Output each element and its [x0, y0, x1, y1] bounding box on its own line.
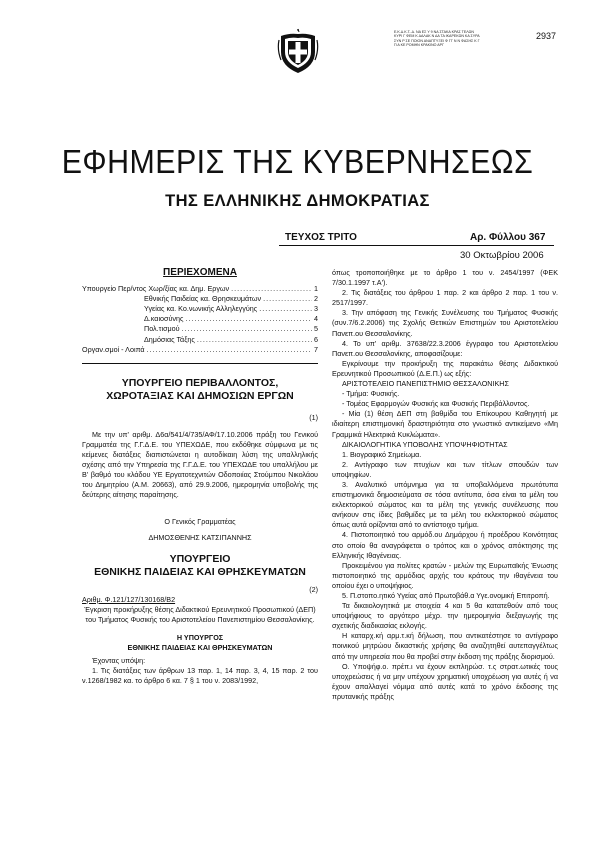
university-name: ΑΡΙΣΤΟΤΕΛΕΙΟ ΠΑΝΕΠΙΣΤΗΜΙΟ ΘΕΣΣΑΛΟΝΙΚΗΣ [342, 379, 509, 389]
greek-coat-of-arms-icon [277, 28, 319, 74]
paragraph: Η καταρχ.κή αρμ.τ.κή δήλωση, που αντικατέστησε το αντίγραφο ποινικού μητρώου δικαστικής χρήσης θα αναζητηθεί αυτεπαγγέλτως από την υπηρεσία που θα προβεί στην έκδοση της πράξης διορισμού. [332, 631, 558, 661]
toc-item[interactable]: Οργαν.σμοί - Λοιπά ..... 7 [82, 345, 318, 355]
page-number: 2937 [536, 31, 557, 41]
position-description: - Μία (1) θέση ΔΕΠ στη βαθμίδα του Επίκουρου Καθηγητή με ιδιαίτερη επιστημονική δραστηριότητα στο γνωστικό αντικείμενο «Μη Γραμμικά Ηλεκτρικά Κυκλώματα». [332, 409, 558, 439]
issue-divider [279, 245, 554, 246]
document-item: 1. Βιογραφικό Σημείωμα. [342, 449, 422, 459]
toc-item[interactable]: Δημόσιας Τάξης ..... 6 [82, 335, 318, 345]
toc-list [82, 284, 318, 355]
decision-text: Με την υπ' αριθμ. Δ6α/541/4/735/ΑΦ/17.10.2006 πράξη του Γενικού Γραμματέα της Γ.Γ.Δ.Ε. του ΥΠΕΧΩΔΕ, που εκδόθηκε σύμφωνα με τις κείμενες διατάξεις διαπιστώνεται η αυτοδίκαιη λύση της υπαλληλικής σχέσης από την Υπηρεσία της Γ.Γ.Δ.Ε. του ΥΠΕΧΩΔΕ του υπαλλήλου με Β' βαθμό του κλάδου ΥΕ Εργατοτεχνιτών Οδοποιίας Στούμπου Νικολάου του Δημητρίου (Α.Μ. 20663), από 29.9.2006, ημερομηνία υποβολής της δεύτερης αίτησης παραίτησης. [82, 429, 318, 500]
minister-title: Η ΥΠΟΥΡΓΟΣ [176, 633, 224, 643]
issue-date: 30 Οκτωβρίου 2006 [460, 250, 544, 261]
issue-label: ΤΕΥΧΟΣ ΤΡΙΤΟ [285, 232, 357, 243]
document-item: 2. Αντίγραφο των πτυχίων και των τίτλων σπουδών των υποψηφίων. [332, 459, 558, 479]
decision-summary: Έγκριση προκήρυξης θέσης Διδακτικού Ερευνητικού Προσωπικού (ΔΕΠ) του Τμήματος Φυσικής του Αριστοτελείου Πανεπιστημίου Θεσσαλονίκης. [84, 604, 316, 624]
sector: - Τομέας Εφαρμογών Φυσικής και Φυσικής Περιβάλλοντος. [342, 399, 530, 409]
decision-reference: Αριθμ. Φ.121/127/130168/Β2 [82, 594, 176, 604]
documents-heading: ΔΙΚΑΙΟΛΟΓΗΤΙΚΑ ΥΠΟΒΟΛΗΣ ΥΠΟΨΗΦΙΟΤΗΤΑΣ [342, 439, 508, 449]
document-item: 3. Αναλυτικό υπόμνημα για τα υποβαλλόμενα πρωτότυπα επιστημονικά δημοσιεύματα σε τόσα αντίτυπα, όσα είναι τα μέλη του εκλεκτορικού σώματος και τα μέλη της γενικής συνέλευσης που ανήκουν στις ίδιες βαθμίδες με τα μέλη του εκλεκτορικού σώματος όπως αυτά ορίζονται από το αντίστοιχο τμήμα. [332, 479, 558, 530]
sheet-number: Αρ. Φύλλου 367 [470, 232, 546, 243]
document-item: 4. Πιστοποιητικό του αρμόδ.ου Δημάρχου ή προέδρου Κοινότητας στο οποίο θα αναγράφεται ο τρόπος και ο χρόνος απόκτησης της Ελληνικής Ιθαγένειας. [332, 530, 558, 560]
toc-item[interactable]: Υγείας κα. Κο.νωνικής Αλληλεγγύης ..... 3 [82, 304, 318, 314]
department: - Τμήμα: Φυσικής. [342, 389, 400, 399]
paragraph: 3. Την απόφαση της Γενικής Συνέλευσης του Τμήματος Φυσικής (συν.7/6.2.2006) της Σχολής Θετικών Επιστημών του Αριστοτελείου Πανεπ.ου Θεσσαλονίκης. [332, 308, 558, 338]
left-column [82, 268, 318, 687]
considering-item: 1. Τις διατάξεις των άρθρων 13 παρ. 1, 14 παρ. 3, 4, 15 παρ. 2 του ν.1268/1982 κα. το άρθρο 6 κα. 7 § 1 του ν. 2083/1992, [82, 666, 318, 686]
right-column [332, 268, 558, 702]
toc-heading: ΠΕΡΙΕΧΟΜΕΝΑ [163, 267, 237, 278]
paragraph: Εγκρίνουμε την προκήρυξη της παρακάτω θέσης Διδακτικού Ερευνητικού Προσωπικού (Δ.Ε.Π.) ως εξής: [332, 358, 558, 378]
decision-marker: (2) [309, 584, 318, 594]
paragraph: όπως τροποποιήθηκε με το άρθρο 1 του ν. 2454/1997 (ΦΕΚ 7/30.1.1997 τ.Α'). [332, 268, 558, 288]
section-divider [82, 363, 318, 364]
gazette-side-note: Ε.Κ.Δ.Κ.Τ.-Δ. ΝΑ ΕΣ Υ 9 ΝΑ ΣΤΑΚΑ ΚΡΑΣ ΤΕΛΩΝ ΚΥΡΙ Γ ΦΕΜ Κ ΔΑΛΑΚ Ν ΔΑ ΤΑ ΙΚΑΡΕΚΩΝ ΚΑ ΣΥΡΑ ΣΥΝ Ρ ΣΕ ΠΟΙΟΝ ΑΝΑΠΤΥΞΕΙ Φ ΓΓ Ν Ν ΦΑΣΗΣ Κ Γ Π Α ΚΕ ΡΟΜΗΝ ΚΡΑΚΙΝΟ ΑΡΓ [394, 30, 480, 48]
minister-ministry: ΕΘΝΙΚΗΣ ΠΑΙΔΕΙΑΣ ΚΑΙ ΘΡΗΣΚΕΥΜΑΤΩΝ [127, 643, 273, 653]
paragraph: Ο. Υποψήφ.ο. πρέπ.ι να έχουν εκπληρώσ. τ.ς στρατ.ωτικές τους υποχρεώσεις ή να μην υπέχουν χρηματική υποχρέωση για αυτές ή να έχουν απαλλαγεί νόμιμα από αυτές κατά το χρόνο έκδοσης της πρυτανικής πράξης [332, 661, 558, 701]
document-item: 5. Π.στοπο.ητικό Υγείας από Πρωτοβάθ.α Υγε.ονομική Επιτροπή. [342, 591, 550, 600]
toc-item[interactable]: Εθνικής Παιδείας κα. Θρησκευμάτων ..... 2 [82, 294, 318, 304]
gazette-title: ΕΦΗΜΕΡΙΣ ΤΗΣ ΚΥΒΕΡΝΗΣΕΩΣ [61, 143, 534, 180]
toc-item[interactable]: Υπουργείο Περ/ντος Χωρ/ξίας κα. Δημ. Εργων ..... 1 [82, 284, 318, 294]
signatory-name: ΔΗΜΟΣΘΕΝΗΣ ΚΑΤΣΙΠΑΝΝΗΣ [148, 532, 252, 542]
paragraph: 2. Τις διατάξεις του άρθρου 1 παρ. 2 και άρθρο 2 παρ. 1 του ν. 2517/1997. [332, 288, 558, 308]
decision-marker: (1) [309, 412, 318, 422]
gazette-subtitle: ΤΗΣ ΕΛΛΗΝΙΚΗΣ ΔΗΜΟΚΡΑΤΙΑΣ [165, 192, 430, 210]
toc-item[interactable]: Πολ.τισμού ..... 5 [82, 324, 318, 334]
ministry-heading-edu: ΥΠΟΥΡΓΕΙΟ ΕΘΝΙΚΗΣ ΠΑΙΔΕΙΑΣ ΚΑΙ ΘΡΗΣΚΕΥΜΑΤΩΝ [94, 552, 306, 578]
paragraph: Τα δικαιολογητικά με στοιχεία 4 και 5 θα κατατεθούν από τους υποψήφιους το αργότερο μέχρ. την ημερομηνία διεξαγωγής της σχετικής διαδικασίας εκλογής. [332, 601, 558, 631]
ministry-heading-env: ΥΠΟΥΡΓΕΙΟ ΠΕΡΙΒΑΛΛΟΝΤΟΣ, ΧΩΡΟΤΑΞΙΑΣ ΚΑΙ ΔΗΜΟΣΙΩΝ ΕΡΓΩΝ [106, 376, 294, 402]
signatory-role: Ο Γενικός Γραμματέας [164, 516, 236, 526]
considering-label: Έχοντας υπόψη: [92, 656, 146, 666]
toc-item[interactable]: Δ.καιοσύνης ..... 4 [82, 314, 318, 324]
paragraph: 4. Το υπ' αριθμ. 37638/22.3.2006 έγγραφο του Αριστοτελείου Πανεπ.ου Θεσσαλονίκης, αποφασίζουμε: [332, 338, 558, 358]
paragraph: Προκειμένου για πολίτες κρατών - μελών της Ευρωπαϊκής Ένωσης πιστοποιητικό της αρμόδιας αρχής του κράτους την ιθαγένεια του οποίου έχει ο υποψήφιος. [332, 560, 558, 590]
